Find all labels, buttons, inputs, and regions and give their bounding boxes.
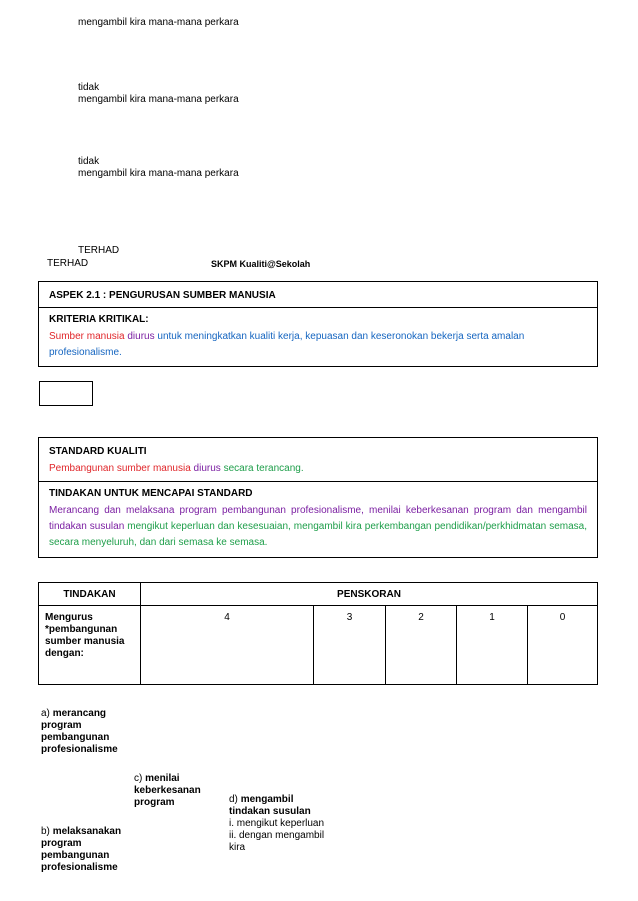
scoring-table	[38, 582, 598, 685]
kriteria-text: Sumber manusia diurus untuk meningkatkan kualiti kerja, kepuasan dan keseronokan bekerja serta amalan profesionalisme.	[49, 331, 525, 358]
note-a: a) merancang program pembangunan profesionalisme	[41, 708, 118, 755]
fragment-line-1: mengambil kira mana-mana perkara	[78, 17, 239, 28]
score-4: 4	[141, 606, 314, 685]
aspek-box	[38, 281, 598, 367]
fragment-line-2a: tidak	[78, 82, 100, 93]
col-penskoran: PENSKORAN	[141, 583, 598, 606]
standard-box	[38, 437, 598, 558]
score-2: 2	[386, 606, 457, 685]
aspek-title: ASPEK 2.1 : PENGURUSAN SUMBER MANUSIA	[49, 290, 276, 301]
row-label: Mengurus *pembangunan sumber manusia dengan:	[39, 606, 141, 685]
tindakan-text: Merancang dan melaksana program pembangunan profesionalisme, menilai keberkesanan program dan mengambil tindakan susulan mengikut keperluan dan kesesuaian, mengambil kira perkembangan pendidikan/perkhidmatan semasa, secara menyeluruh, dan dari semasa ke semasa.	[49, 505, 587, 548]
note-b: b) melaksanakan program pembangunan profesionalisme	[41, 826, 122, 873]
fragment-line-3a: tidak	[78, 156, 100, 167]
standard-title: STANDARD KUALITI	[49, 446, 147, 457]
score-1: 1	[457, 606, 528, 685]
standard-text: Pembangunan sumber manusia diurus secara terancang.	[49, 463, 304, 474]
fragment-terhad: TERHAD	[78, 245, 120, 256]
fragment-line-2b: mengambil kira mana-mana perkara	[78, 94, 239, 105]
header-brand: SKPM Kualiti@Sekolah	[211, 259, 311, 269]
score-0: 0	[528, 606, 598, 685]
note-d: d) mengambil tindakan susulan i. mengikut keperluan ii. dengan mengambil kira	[229, 794, 325, 853]
score-box	[39, 381, 93, 406]
table-row	[39, 606, 598, 685]
score-3: 3	[314, 606, 386, 685]
kriteria-title: KRITERIA KRITIKAL:	[49, 314, 149, 325]
fragment-line-3b: mengambil kira mana-mana perkara	[78, 168, 239, 179]
header-terhad: TERHAD	[47, 258, 89, 269]
note-c: c) menilai keberkesanan program	[134, 773, 201, 808]
tindakan-title: TINDAKAN UNTUK MENCAPAI STANDARD	[49, 488, 253, 499]
col-tindakan: TINDAKAN	[39, 583, 141, 606]
